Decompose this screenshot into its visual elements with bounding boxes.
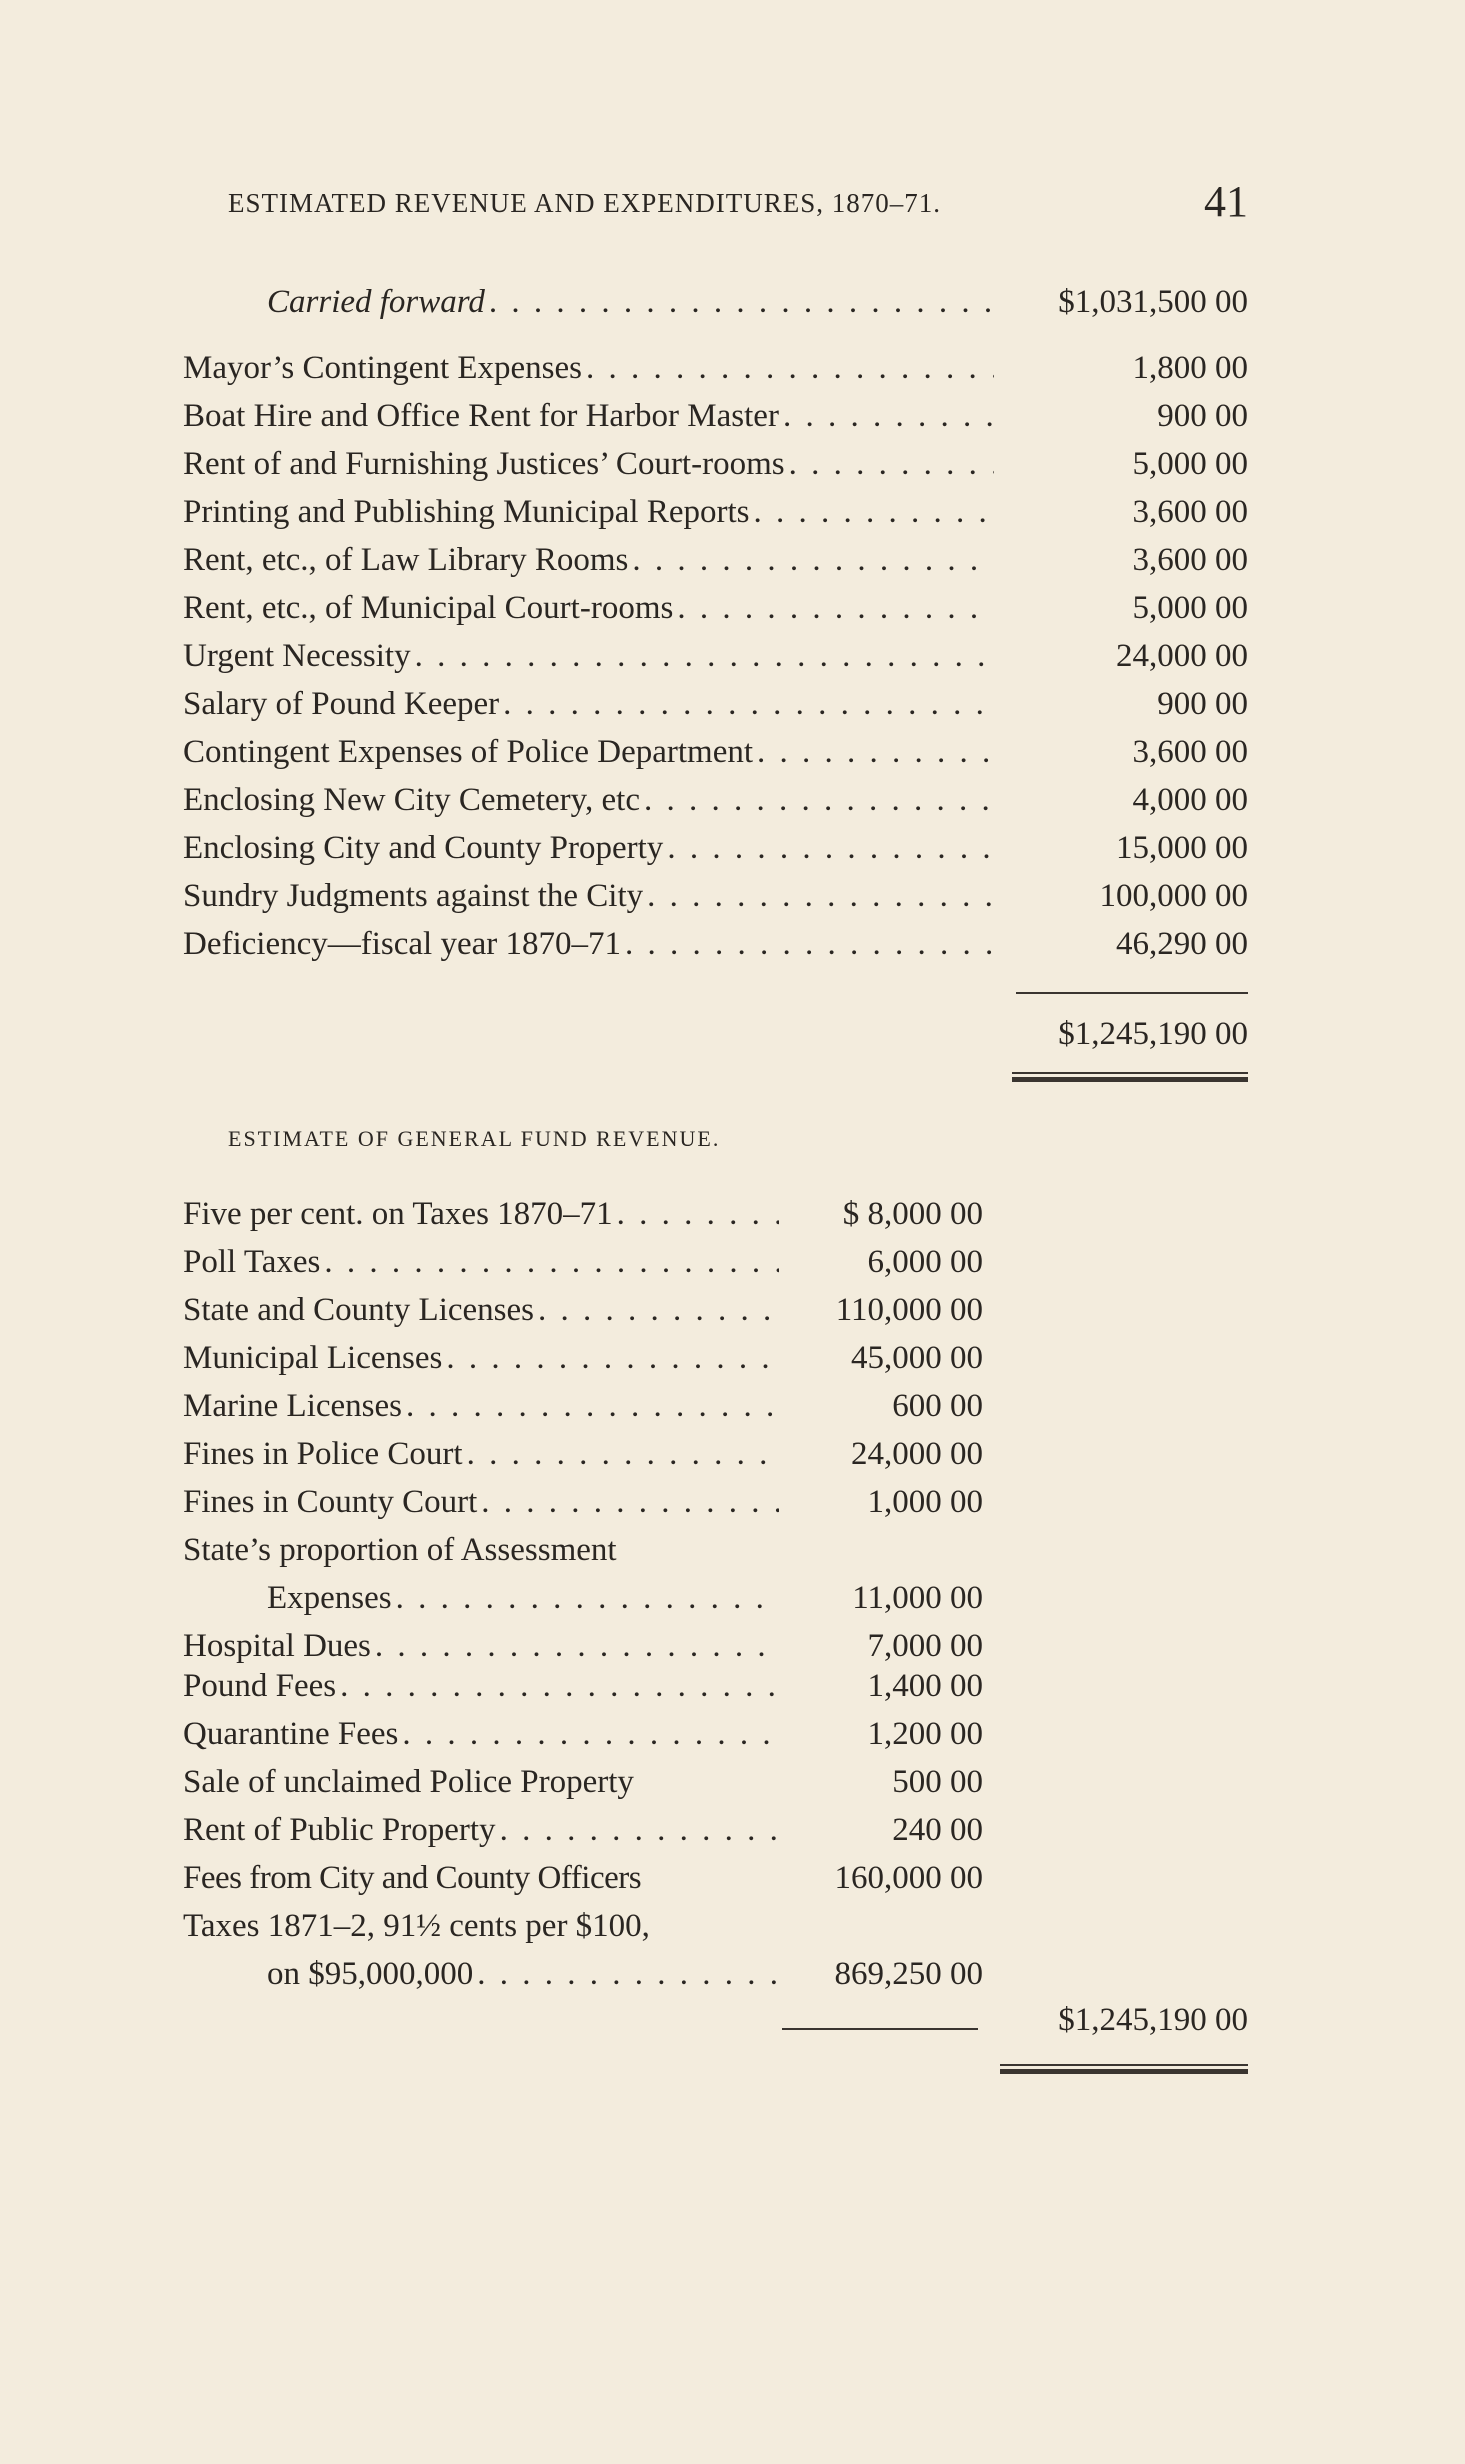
revenue-amount: 24,000 00 [851, 1436, 983, 1472]
revenue-amount: 600 00 [892, 1388, 983, 1424]
revenue-label: Pound Fees [183, 1668, 337, 1704]
leader-dots [625, 926, 994, 963]
expenditure-label: Enclosing City and County Property [183, 830, 664, 866]
expenditure-amount: 5,000 00 [1132, 590, 1248, 626]
leader-dots [467, 1436, 779, 1473]
expenditure-amount: 5,000 00 [1132, 446, 1248, 482]
expenditure-label: Enclosing New City Cemetery, etc [183, 782, 640, 818]
subtotal-rule [1016, 992, 1248, 994]
revenue-label: Quarantine Fees [183, 1716, 399, 1752]
revenue-row [183, 1668, 983, 1712]
revenue-amount: 6,000 00 [867, 1244, 983, 1280]
expenditure-amount: 900 00 [1157, 686, 1248, 722]
page-header [228, 177, 1248, 244]
leader-dots [446, 1340, 779, 1377]
expenditure-amount: 3,600 00 [1132, 494, 1248, 530]
leader-dots [757, 734, 994, 771]
revenue-row [183, 1244, 983, 1288]
expenditure-row [183, 734, 1248, 778]
leader-dots [500, 1812, 779, 1849]
expenditure-row [183, 926, 1248, 970]
expenditure-row [183, 590, 1248, 634]
revenue-amount: 500 00 [892, 1764, 983, 1800]
leader-dots [503, 686, 994, 723]
revenue-amount: 110,000 00 [835, 1292, 983, 1328]
revenue-label: State and County Licenses [183, 1292, 535, 1328]
carried-forward-amount: $1,031,500 00 [1058, 284, 1248, 320]
revenue-total: $1,245,190 00 [1058, 2002, 1248, 2038]
revenue-amount: 11,000 00 [852, 1580, 983, 1616]
leader-dots [324, 1244, 779, 1281]
expenditure-label: Rent, etc., of Municipal Court-rooms [183, 590, 674, 626]
revenue-amount: 1,000 00 [867, 1484, 983, 1520]
revenue-label: Fines in County Court [183, 1484, 478, 1520]
expenditure-label: Urgent Necessity [183, 638, 411, 674]
expenditure-label: Rent of and Furnishing Justices’ Court-rooms [183, 446, 785, 482]
leader-dots [632, 542, 994, 579]
leader-dots [340, 1668, 779, 1705]
revenue-row [183, 1908, 983, 1952]
revenue-amount: 1,200 00 [867, 1716, 983, 1752]
expenditure-row [183, 494, 1248, 538]
revenue-label: Expenses [267, 1580, 392, 1616]
revenue-row [183, 1716, 983, 1760]
expenditure-amount: 3,600 00 [1132, 734, 1248, 770]
leader-dots [586, 350, 994, 387]
leader-dots [617, 1196, 779, 1233]
revenue-label: Five per cent. on Taxes 1870–71 [183, 1196, 613, 1232]
leader-dots [477, 1956, 779, 1993]
total-double-rule [1012, 1072, 1248, 1082]
leader-dots [644, 782, 994, 819]
expenditure-row [183, 782, 1248, 826]
expenditure-amount: 15,000 00 [1116, 830, 1248, 866]
expenditures-total: $1,245,190 00 [1058, 1016, 1248, 1052]
leader-dots [789, 446, 994, 483]
revenue-label: Hospital Dues [183, 1628, 371, 1664]
revenue-row [183, 1956, 983, 2000]
revenue-label: State’s proportion of Assessment [183, 1532, 617, 1568]
leader-dots [415, 638, 994, 675]
revenue-label: Taxes 1871–2, 91½ cents per $100, [183, 1908, 650, 1944]
revenue-label: Fees from City and County Officers [183, 1860, 642, 1896]
carried-forward-row [183, 284, 1248, 328]
revenue-amount: 7,000 00 [867, 1628, 983, 1664]
revenue-amount: $ 8,000 00 [842, 1196, 983, 1232]
revenue-section-heading: ESTIMATE OF GENERAL FUND REVENUE. [228, 1126, 721, 1151]
revenue-row [183, 1292, 983, 1336]
leader-dots [677, 590, 994, 627]
revenue-label: Fines in Police Court [183, 1436, 463, 1472]
carried-forward-label: Carried forward [267, 284, 485, 320]
leader-dots [481, 1484, 779, 1521]
expenditure-row [183, 638, 1248, 682]
expenditure-label: Mayor’s Contingent Expenses [183, 350, 583, 386]
expenditure-amount: 46,290 00 [1116, 926, 1248, 962]
expenditure-label: Deficiency—fiscal year 1870–71 [183, 926, 621, 962]
revenue-label: on $95,000,000 [267, 1956, 474, 1992]
revenue-amount: 1,400 00 [867, 1668, 983, 1704]
leader-dots [667, 830, 994, 867]
leader-dots [783, 398, 994, 435]
revenue-row [183, 1388, 983, 1432]
revenue-row [183, 1628, 983, 1672]
revenue-row [183, 1196, 983, 1240]
expenditure-label: Printing and Publishing Municipal Reports [183, 494, 750, 530]
revenue-label: Municipal Licenses [183, 1340, 443, 1376]
expenditure-row [183, 686, 1248, 730]
expenditure-label: Contingent Expenses of Police Department [183, 734, 754, 770]
expenditure-row [183, 878, 1248, 922]
leader-dots [406, 1388, 779, 1425]
expenditure-row [183, 350, 1248, 394]
revenue-row [183, 1484, 983, 1528]
revenue-row [183, 1812, 983, 1856]
revenue-row [183, 1764, 983, 1808]
expenditure-amount: 4,000 00 [1132, 782, 1248, 818]
revenue-label: Marine Licenses [183, 1388, 402, 1424]
expenditure-amount: 24,000 00 [1116, 638, 1248, 674]
revenue-amount: 240 00 [892, 1812, 983, 1848]
expenditure-label: Rent, etc., of Law Library Rooms [183, 542, 629, 578]
leader-dots [647, 878, 994, 915]
revenue-amount: 160,000 00 [834, 1860, 983, 1896]
revenue-row [183, 1860, 983, 1904]
expenditure-amount: 1,800 00 [1132, 350, 1248, 386]
leader-dots [489, 284, 994, 321]
expenditure-row [183, 830, 1248, 874]
expenditure-label: Salary of Pound Keeper [183, 686, 500, 722]
revenue-label: Rent of Public Property [183, 1812, 496, 1848]
leader-dots [538, 1292, 779, 1329]
expenditure-label: Sundry Judgments against the City [183, 878, 644, 914]
revenue-label: Sale of unclaimed Police Property [183, 1764, 634, 1800]
expenditure-row [183, 542, 1248, 586]
revenue-amount: 869,250 00 [834, 1956, 983, 1992]
leader-dots [375, 1628, 779, 1665]
expenditure-row [183, 398, 1248, 442]
expenditure-amount: 3,600 00 [1132, 542, 1248, 578]
leader-dots [402, 1716, 779, 1753]
expenditure-amount: 900 00 [1157, 398, 1248, 434]
page-number: 41 [1204, 177, 1248, 226]
expenditure-amount: 100,000 00 [1099, 878, 1248, 914]
revenue-row [183, 1532, 983, 1576]
revenue-row [183, 1436, 983, 1480]
revenue-total-double-rule [1000, 2064, 1248, 2074]
leader-dots [396, 1580, 779, 1617]
revenue-subtotal-rule [782, 2028, 978, 2030]
revenue-row [183, 1580, 983, 1624]
expenditure-label: Boat Hire and Office Rent for Harbor Master [183, 398, 779, 434]
expenditure-row [183, 446, 1248, 490]
revenue-row [183, 1340, 983, 1384]
revenue-amount: 45,000 00 [851, 1340, 983, 1376]
revenue-label: Poll Taxes [183, 1244, 321, 1280]
leader-dots [754, 494, 995, 531]
page-title: ESTIMATED REVENUE AND EXPENDITURES, 1870–71. [228, 188, 941, 218]
